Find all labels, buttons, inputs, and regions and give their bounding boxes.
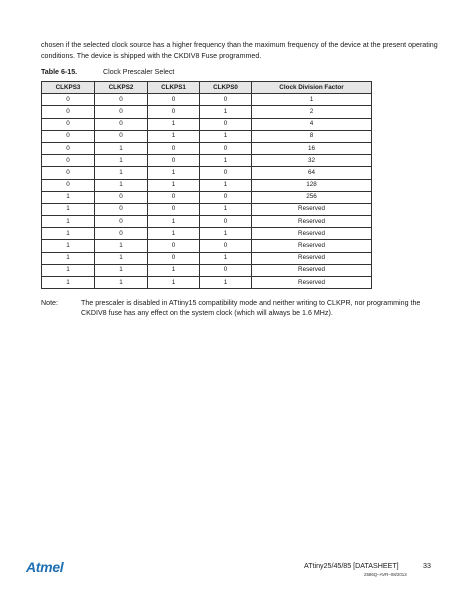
intro-paragraph: chosen if the selected clock source has a higher frequency than the maximum frequency of the device at the present operating conditions. The device is shipped with the CKDIV8 Fuse programmed.	[41, 41, 438, 60]
header-clkps1: CLKPS1	[148, 82, 200, 94]
table-cell: 0	[95, 106, 148, 118]
table-cell: 0	[148, 142, 200, 154]
document-id: 2586Q–AVR–08/2013	[364, 572, 407, 577]
table-cell: 256	[252, 191, 372, 203]
table-cell: 0	[42, 94, 95, 106]
table-row	[42, 130, 372, 142]
table-cell: 1	[200, 228, 252, 240]
table-cell: 0	[42, 106, 95, 118]
table-cell: 0	[42, 155, 95, 167]
table-cell: 1	[95, 155, 148, 167]
table-cell: Reserved	[252, 228, 372, 240]
table-body	[42, 94, 372, 289]
table-cell: 0	[42, 179, 95, 191]
table-cell: 1	[42, 191, 95, 203]
header-clkps2: CLKPS2	[95, 82, 148, 94]
table-cell: 0	[200, 216, 252, 228]
table-cell: 1	[252, 94, 372, 106]
table-cell: 0	[148, 240, 200, 252]
table-cell: 0	[148, 155, 200, 167]
table-cell: 1	[200, 155, 252, 167]
table-cell: 1	[42, 277, 95, 289]
table-row	[42, 167, 372, 179]
table-cell: 1	[95, 167, 148, 179]
table-title: Clock Prescaler Select	[103, 68, 175, 76]
table-cell: 1	[95, 179, 148, 191]
table-cell: 1	[148, 167, 200, 179]
table-row	[42, 228, 372, 240]
table-cell: 1	[42, 252, 95, 264]
table-cell: 1	[200, 106, 252, 118]
table-row	[42, 118, 372, 130]
table-cell: 1	[200, 277, 252, 289]
table-row	[42, 179, 372, 191]
note	[41, 299, 441, 319]
table-cell: 0	[200, 167, 252, 179]
table-cell: 0	[42, 130, 95, 142]
table-cell: 1	[148, 130, 200, 142]
table-cell: 0	[95, 118, 148, 130]
table-cell: 0	[200, 240, 252, 252]
table-cell: 1	[42, 264, 95, 276]
table-cell: 1	[95, 264, 148, 276]
table-cell: 2	[252, 106, 372, 118]
table-cell: 1	[42, 240, 95, 252]
table-cell: 0	[95, 94, 148, 106]
page-number: 33	[423, 562, 431, 570]
table-cell: Reserved	[252, 252, 372, 264]
table-cell: 4	[252, 118, 372, 130]
table-row	[42, 203, 372, 215]
header-division-factor: Clock Division Factor	[252, 82, 372, 94]
note-label: Note:	[41, 299, 58, 307]
table-cell: 0	[148, 106, 200, 118]
table-cell: 0	[200, 264, 252, 276]
table-cell: 0	[95, 191, 148, 203]
table-caption	[41, 67, 174, 77]
header-clkps0: CLKPS0	[200, 82, 252, 94]
atmel-logo: Atmel	[26, 559, 64, 575]
table-cell: 1	[200, 252, 252, 264]
table-cell: Reserved	[252, 277, 372, 289]
table-cell: Reserved	[252, 203, 372, 215]
table-row	[42, 94, 372, 106]
table-cell: 1	[148, 228, 200, 240]
table-cell: 1	[200, 179, 252, 191]
table-row	[42, 216, 372, 228]
table-cell: 1	[42, 228, 95, 240]
table-row	[42, 106, 372, 118]
table-cell: 0	[200, 191, 252, 203]
table-cell: 64	[252, 167, 372, 179]
note-text: The prescaler is disabled in ATtiny15 compatibility mode and neither writing to CLKPR, nor programming the CKDIV8 fuse has any effect on the system clock (which will always be 1.6 MHz).	[81, 299, 421, 317]
clock-prescaler-table	[41, 81, 372, 289]
table-cell: Reserved	[252, 216, 372, 228]
table-cell: 16	[252, 142, 372, 154]
table-cell: 0	[200, 118, 252, 130]
table-cell: 0	[148, 94, 200, 106]
table-cell: 8	[252, 130, 372, 142]
table-cell: 1	[42, 203, 95, 215]
table-cell: 0	[95, 216, 148, 228]
table-cell: 1	[148, 216, 200, 228]
table-cell: 0	[95, 228, 148, 240]
table-cell: 1	[95, 252, 148, 264]
table-cell: 32	[252, 155, 372, 167]
table-row	[42, 252, 372, 264]
table-cell: 0	[200, 94, 252, 106]
table-cell: 0	[148, 252, 200, 264]
table-cell: 0	[148, 203, 200, 215]
table-cell: 128	[252, 179, 372, 191]
table-row	[42, 240, 372, 252]
table-cell: 0	[42, 167, 95, 179]
table-row	[42, 277, 372, 289]
table-cell: 1	[148, 264, 200, 276]
table-cell: 0	[200, 142, 252, 154]
table-cell: Reserved	[252, 240, 372, 252]
table-row	[42, 155, 372, 167]
table-row	[42, 191, 372, 203]
table-cell: 0	[95, 203, 148, 215]
table-cell: 1	[95, 277, 148, 289]
table-cell: 1	[200, 130, 252, 142]
table-row	[42, 264, 372, 276]
table-header-row	[42, 82, 372, 94]
table-cell: 1	[148, 277, 200, 289]
footer-title: ATtiny25/45/85 [DATASHEET]	[304, 562, 399, 570]
header-clkps3: CLKPS3	[42, 82, 95, 94]
table-cell: 0	[148, 191, 200, 203]
table-cell: 0	[42, 142, 95, 154]
table-cell: 1	[148, 118, 200, 130]
table-row	[42, 142, 372, 154]
table-cell: 0	[95, 130, 148, 142]
table-cell: Reserved	[252, 264, 372, 276]
table-cell: 1	[42, 216, 95, 228]
table-cell: 1	[200, 203, 252, 215]
table-cell: 1	[95, 142, 148, 154]
table-number: Table 6-15.	[41, 68, 78, 76]
table-cell: 0	[42, 118, 95, 130]
table-cell: 1	[148, 179, 200, 191]
table-cell: 1	[95, 240, 148, 252]
